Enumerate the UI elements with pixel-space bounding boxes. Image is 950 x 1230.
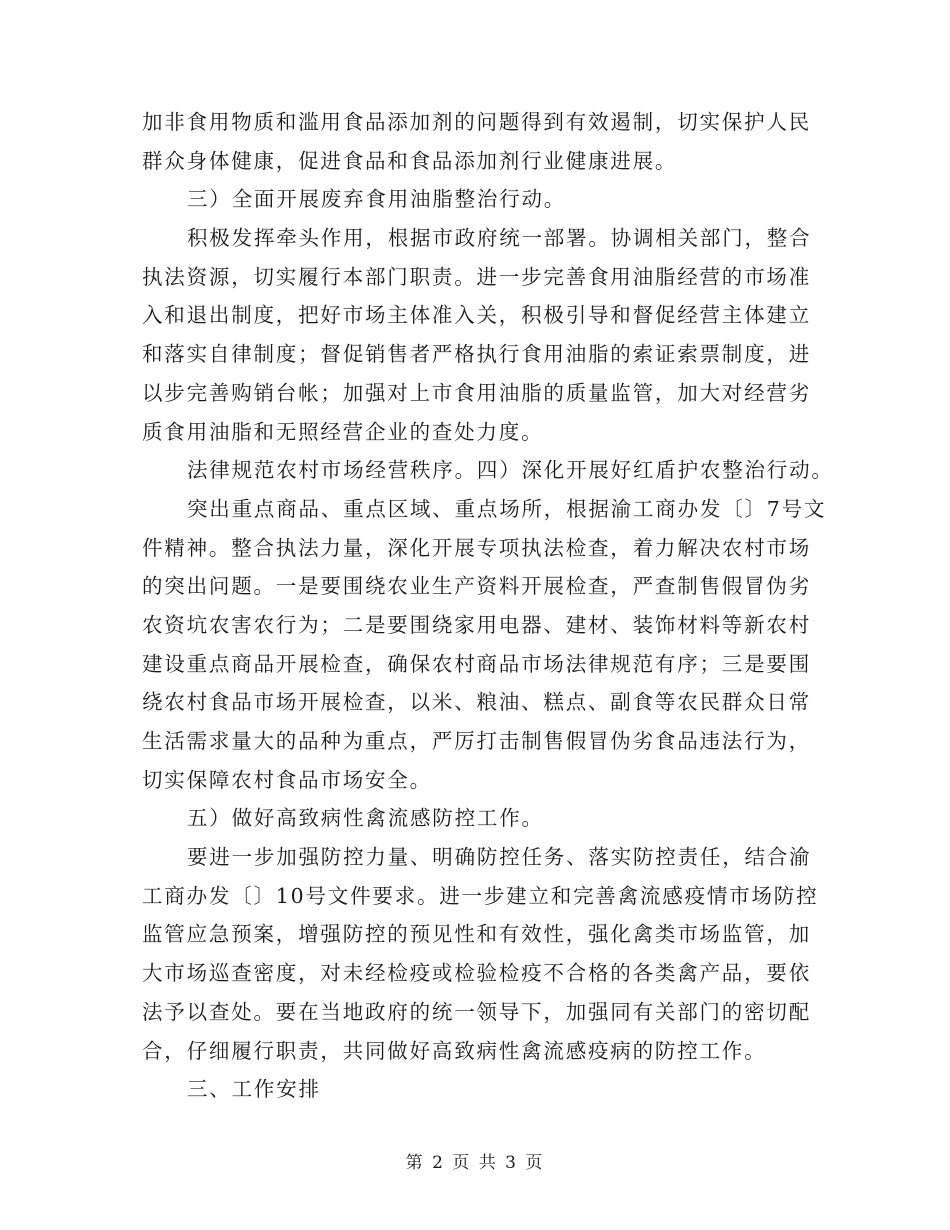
body-line: 执法资源，切实履行本部门职责。进一步完善食用油脂经营的市场准	[142, 264, 811, 289]
body-line: 和落实自律制度；督促销售者严格执行食用油脂的索证索票制度，进	[142, 342, 811, 367]
body-line: 群众身体健康，促进食品和食品添加剂行业健康进展。	[142, 148, 678, 173]
body-line: 积极发挥牵头作用，根据市政府统一部署。协调相关部门，整合	[187, 226, 812, 251]
body-line: 质食用油脂和无照经营企业的查处力度。	[142, 419, 544, 444]
body-line: 件精神。整合执法力量，深化开展专项执法检查，着力解决农村市场	[142, 535, 811, 560]
body-line: 切实保障农村食品市场安全。	[142, 767, 432, 792]
body-line: 要进一步加强防控力量、明确防控任务、落实防控责任，结合渝	[187, 845, 812, 870]
body-line: 以步完善购销台帐；加强对上市食用油脂的质量监管，加大对经营劣	[142, 380, 811, 405]
section-heading: 五）做好高致病性禽流感防控工作。	[187, 806, 544, 831]
body-line: 工商办发〔〕10号文件要求。进一步建立和完善禽流感疫情市场防控	[142, 883, 819, 908]
body-line: 入和退出制度，把好市场主体准入关，积极引导和督促经营主体建立	[142, 303, 811, 328]
body-line: 大市场巡查密度，对未经检疫或检验检疫不合格的各类禽产品，要依	[142, 961, 811, 986]
section-heading: 三、工作安排	[187, 1077, 321, 1102]
body-line: 农资坑农害农行为；二是要围绕家用电器、建材、装饰材料等新农村	[142, 612, 811, 637]
page-number-footer: 第 2 页 共 3 页	[405, 1153, 545, 1173]
section-heading: 法律规范农村市场经营秩序。四）深化开展好红盾护农整治行动。	[187, 458, 834, 483]
body-line: 监管应急预案，增强防控的预见性和有效性，强化禽类市场监管，加	[142, 922, 811, 947]
body-line: 合，仔细履行职责，共同做好高致病性禽流感疫病的防控工作。	[142, 1038, 767, 1063]
body-line: 生活需求量大的品种为重点，严厉打击制售假冒伪劣食品违法行为，	[142, 729, 811, 753]
body-line: 的突出问题。一是要围绕农业生产资料开展检查，严查制售假冒伪劣	[142, 574, 811, 599]
body-line: 突出重点商品、重点区域、重点场所，根据渝工商办发〔〕7号文	[187, 496, 827, 521]
document-body	[142, 103, 832, 1109]
body-line: 建设重点商品开展检查，确保农村商品市场法律规范有序；三是要围	[142, 651, 811, 676]
body-line: 法予以查处。要在当地政府的统一领导下，加强同有关部门的密切配	[142, 999, 811, 1024]
body-line: 加非食用物质和滥用食品添加剂的问题得到有效遏制，切实保护人民	[142, 110, 811, 134]
section-heading: 三）全面开展废弃食用油脂整治行动。	[187, 187, 567, 212]
body-line: 绕农村食品市场开展检查，以米、粮油、糕点、副食等农民群众日常	[142, 690, 811, 715]
